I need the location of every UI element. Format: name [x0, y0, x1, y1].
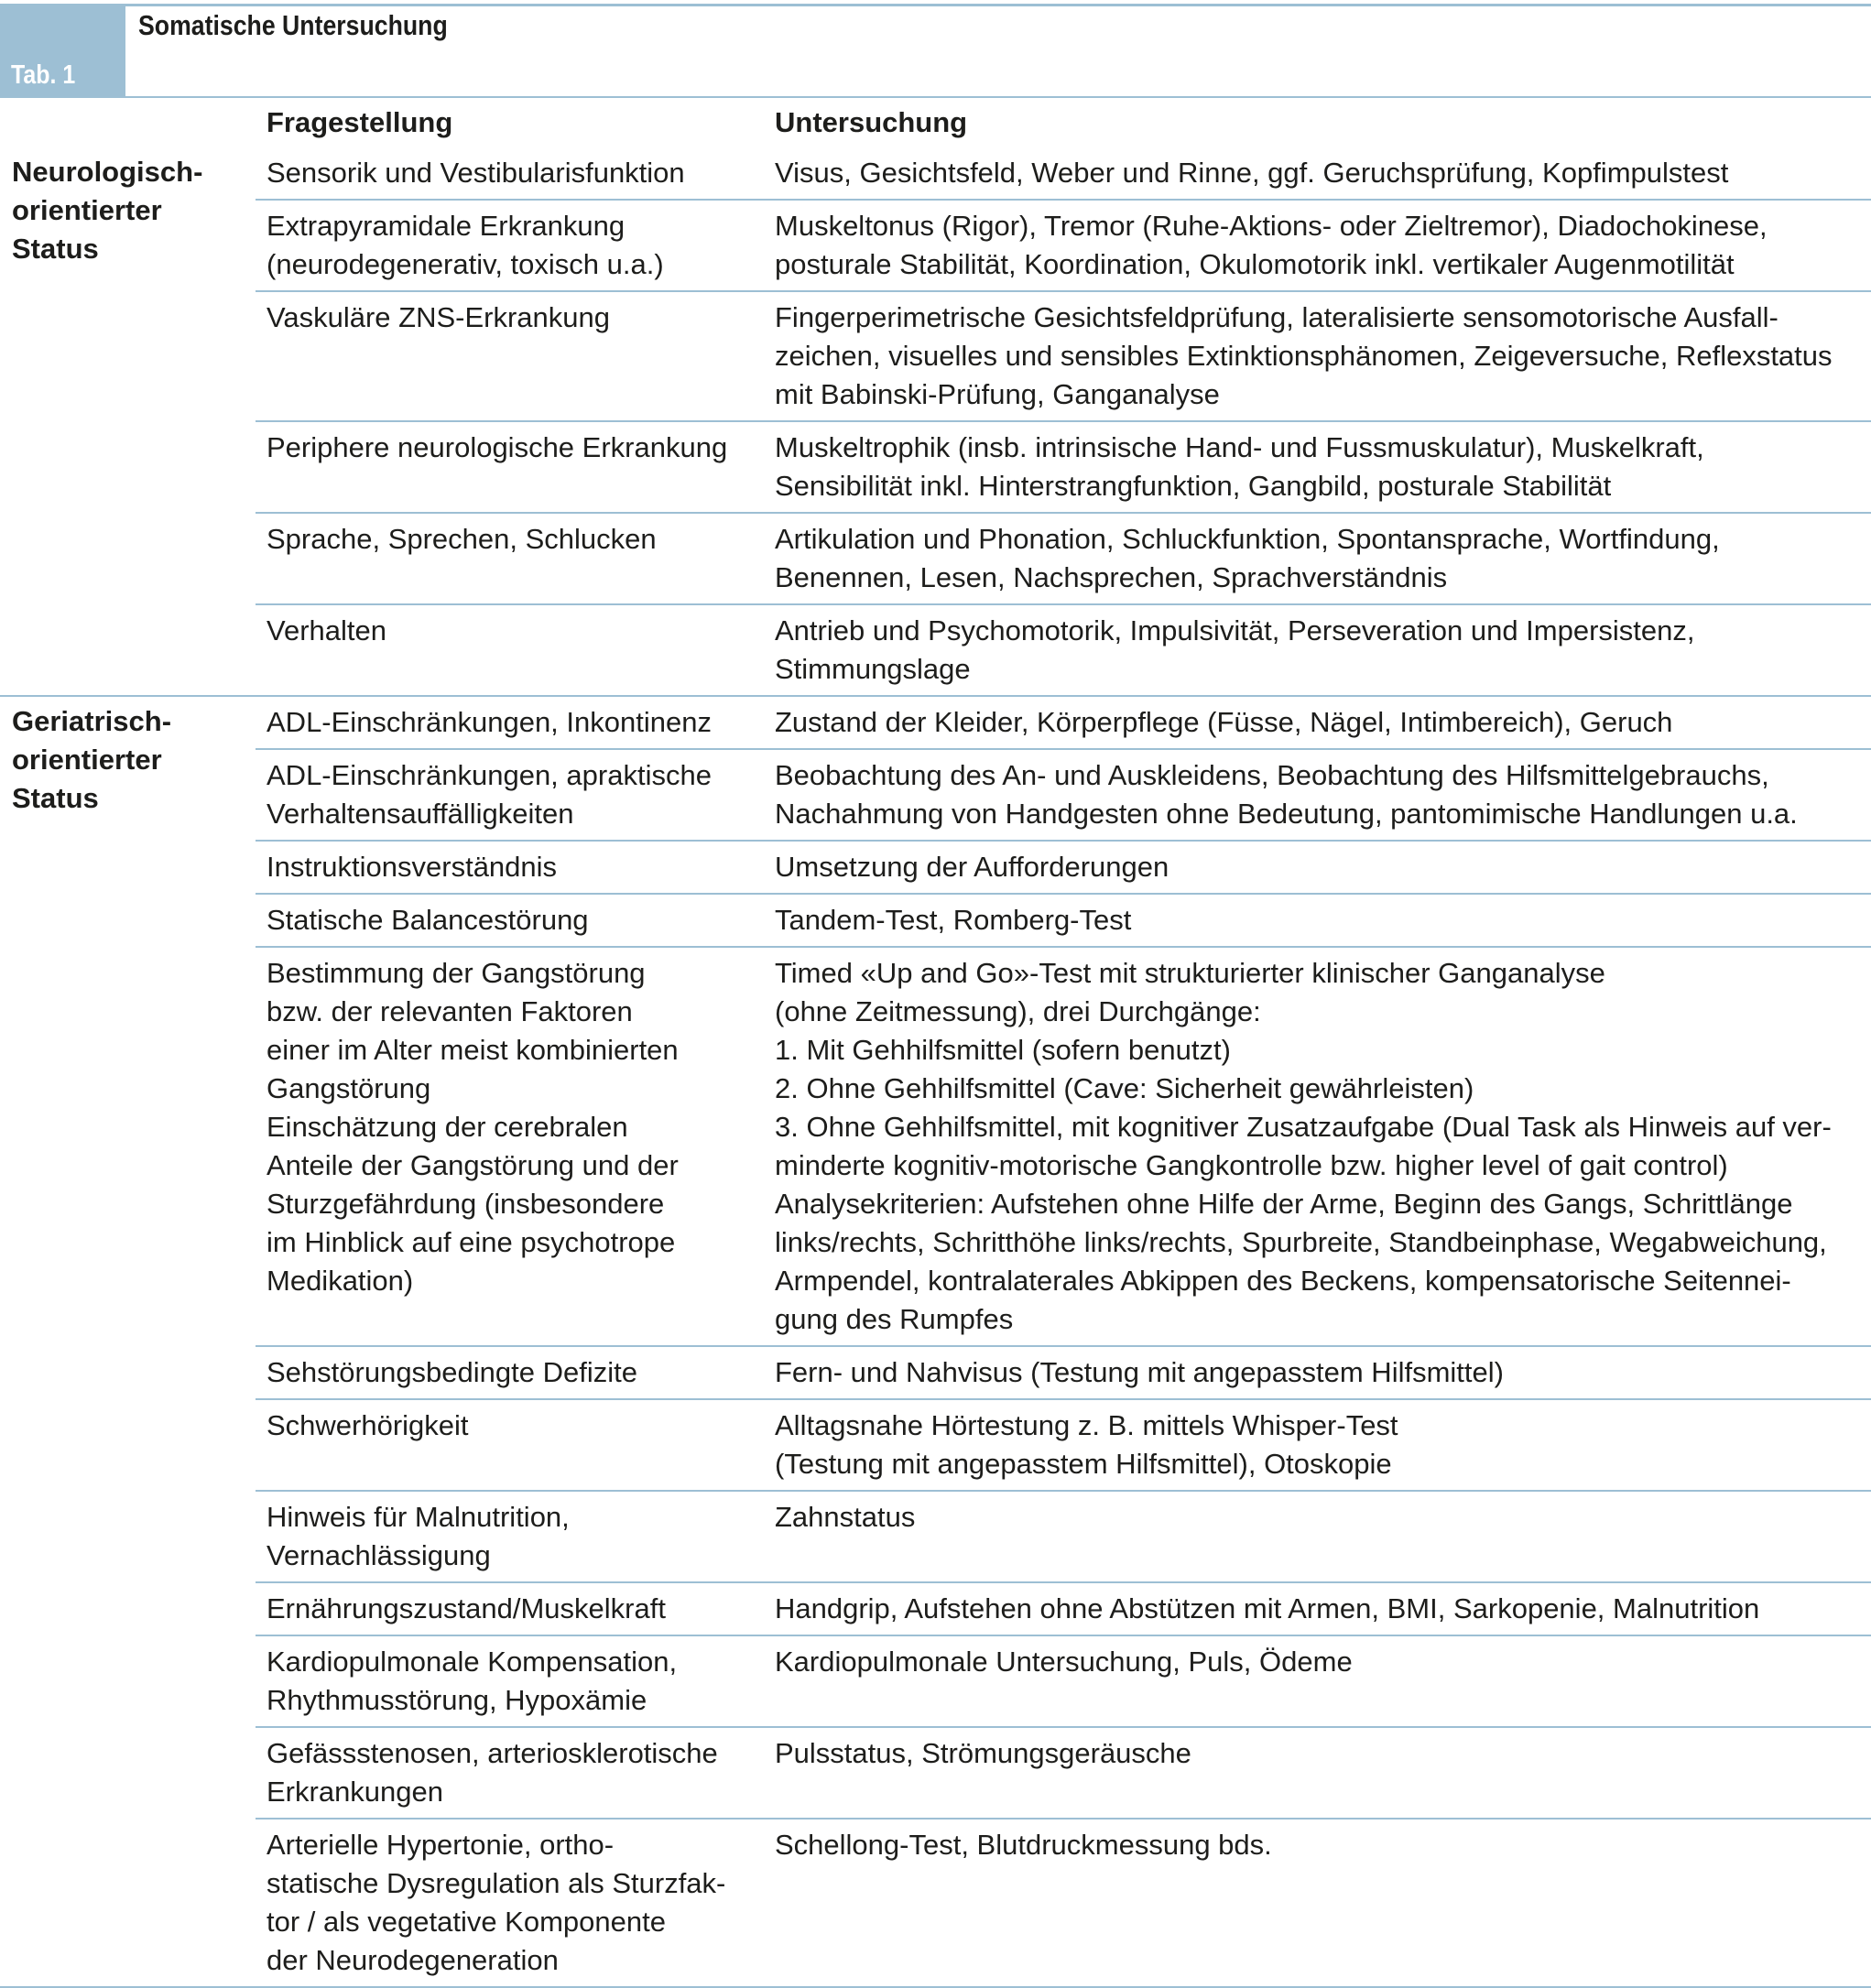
- question-cell: [256, 894, 764, 947]
- exam-cell: [764, 1582, 1871, 1635]
- question-cell: [256, 604, 764, 696]
- exam-text: Visus, Gesichtsfeld, Weber und Rinne, ggf. Geruchsprüfung, Kopfimpulstest: [775, 157, 1729, 189]
- examination-table: [0, 98, 1871, 1988]
- exam-text: Zustand der Kleider, Körperpflege (Füsse, Nägel, Intimbereich), Geruch: [775, 706, 1673, 738]
- table-row: [0, 1491, 1871, 1582]
- exam-cell: [764, 421, 1871, 513]
- question-text: ADL-Einschränkungen, Inkontinenz: [267, 706, 712, 738]
- table-row: [0, 604, 1871, 696]
- question-text: Sprache, Sprechen, Schlucken: [267, 523, 657, 555]
- table-row: [0, 841, 1871, 894]
- exam-text: Tandem-Test, Romberg-Test: [775, 904, 1132, 936]
- table-row: [0, 1399, 1871, 1491]
- top-accent-rule: [0, 4, 1871, 6]
- table-row: [0, 1727, 1871, 1819]
- question-cell: [256, 1727, 764, 1819]
- table-row: [0, 291, 1871, 421]
- table-row: [0, 1582, 1871, 1635]
- exam-cell: [764, 200, 1871, 291]
- exam-cell: [764, 1635, 1871, 1727]
- table-row: [0, 947, 1871, 1346]
- exam-cell: [764, 947, 1871, 1346]
- section-label: [0, 147, 256, 696]
- exam-text: Artikulation und Phonation, Schluckfunktion, Spontansprache, Wortfindung, Benennen, Lesen, Nachsprechen, Sprachverständnis: [775, 523, 1720, 593]
- question-cell: [256, 696, 764, 749]
- exam-cell: [764, 1727, 1871, 1819]
- question-text: ADL-Einschränkungen, apraktische Verhaltensauffälligkeiten: [267, 759, 712, 830]
- exam-text: Alltagsnahe Hörtestung z. B. mittels Whisper-Test (Testung mit angepasstem Hilfsmittel), Otoskopie: [775, 1409, 1398, 1480]
- question-cell: [256, 513, 764, 604]
- table-row: [0, 1819, 1871, 1987]
- exam-cell: [764, 696, 1871, 749]
- question-text: Statische Balancestörung: [267, 904, 589, 936]
- question-cell: [256, 947, 764, 1346]
- exam-cell: [764, 1346, 1871, 1399]
- exam-cell: [764, 1491, 1871, 1582]
- table-row: [0, 421, 1871, 513]
- exam-cell: [764, 147, 1871, 200]
- exam-text: Kardiopulmonale Untersuchung, Puls, Ödeme: [775, 1646, 1353, 1678]
- table-row: [0, 1635, 1871, 1727]
- question-cell: [256, 200, 764, 291]
- column-header-question: Fragestellung: [267, 106, 453, 138]
- question-text: Sensorik und Vestibularisfunktion: [267, 157, 685, 189]
- question-cell: [256, 1582, 764, 1635]
- section-label-text: Neurologisch- orientierter Status: [12, 156, 203, 265]
- exam-cell: [764, 604, 1871, 696]
- exam-text: Muskeltonus (Rigor), Tremor (Ruhe-Aktions- oder Zieltremor), Diadochokinese, posturale Stabilität, Koordination, Okulomotorik inkl. vertikaler Augenmotilität: [775, 210, 1768, 280]
- exam-text: Antrieb und Psychomotorik, Impulsivität, Perseveration und Impersistenz, Stimmungslage: [775, 614, 1695, 685]
- table-row: [0, 147, 1871, 200]
- exam-text: Umsetzung der Aufforderungen: [775, 851, 1169, 883]
- question-text: Hinweis für Malnutrition, Vernachlässigung: [267, 1501, 570, 1571]
- exam-cell: [764, 1399, 1871, 1491]
- table-body: [0, 147, 1871, 1987]
- exam-text: Fern- und Nahvisus (Testung mit angepasstem Hilfsmittel): [775, 1356, 1504, 1388]
- question-text: Schwerhörigkeit: [267, 1409, 469, 1441]
- question-cell: [256, 1819, 764, 1987]
- question-cell: [256, 1635, 764, 1727]
- table-row: [0, 200, 1871, 291]
- question-text: Periphere neurologische Erkrankung: [267, 431, 728, 463]
- question-text: Instruktionsverständnis: [267, 851, 558, 883]
- table-number-badge: [0, 4, 125, 96]
- exam-text: Beobachtung des An- und Auskleidens, Beobachtung des Hilfsmittelgebrauchs, Nachahmung von Handgesten ohne Bedeutung, pantomimische Handlungen u.a.: [775, 759, 1798, 830]
- table-row: [0, 513, 1871, 604]
- exam-cell: [764, 894, 1871, 947]
- question-cell: [256, 421, 764, 513]
- exam-cell: [764, 749, 1871, 841]
- question-cell: [256, 841, 764, 894]
- exam-text: Timed «Up and Go»-Test mit strukturierter klinischer Ganganalyse (ohne Zeitmessung), drei Durchgänge: 1. Mit Gehhilfsmittel (sofern benutzt) 2. Ohne Gehhilfsmittel (Cave: Sicherheit gewährleisten) 3. Ohne Gehhilfsmittel, mit kognitiver Zusatzaufgabe (Dual Task als Hinweis auf ver- minderte kognitiv-motorische Gangkontrolle bzw. higher level of gait control) Analysekriterien: Aufstehen ohne Hilfe der Arme, Beginn des Gangs, Schrittlänge links/rechts, Schritthöhe links/rechts, Spurbreite, Standbeinphase, Wegabweichung, Armpendel, kontralaterales Abkippen des Beckens, kompensatorische Seitennei- gung des Rumpfes: [775, 957, 1832, 1335]
- question-text: Arterielle Hypertonie, ortho- statische Dysregulation als Sturzfak- tor / als vegetative Komponente der Neurodegeneration: [267, 1829, 726, 1976]
- question-cell: [256, 291, 764, 421]
- question-text: Verhalten: [267, 614, 386, 646]
- section-column-header: [0, 98, 256, 147]
- table-title: Somatische Untersuchung: [138, 9, 448, 41]
- exam-text: Schellong-Test, Blutdruckmessung bds.: [775, 1829, 1272, 1861]
- question-text: Gefässstenosen, arteriosklerotische Erkrankungen: [267, 1737, 718, 1808]
- question-cell: [256, 1491, 764, 1582]
- question-text: Ernährungszustand/Muskelkraft: [267, 1592, 666, 1624]
- question-text: Sehstörungsbedingte Defizite: [267, 1356, 637, 1388]
- column-header-row: [0, 98, 1871, 147]
- exam-cell: [764, 1819, 1871, 1987]
- table-number: Tab. 1: [11, 60, 76, 90]
- table-row: [0, 894, 1871, 947]
- question-text: Extrapyramidale Erkrankung (neurodegenerativ, toxisch u.a.): [267, 210, 664, 280]
- question-text: Bestimmung der Gangstörung bzw. der relevanten Faktoren einer im Alter meist kombinierten Gangstörung Einschätzung der cerebralen Anteile der Gangstörung und der Sturzgefährdung (insbesondere im Hinblick auf eine psychotrope Medikation): [267, 957, 679, 1297]
- exam-text: Handgrip, Aufstehen ohne Abstützen mit Armen, BMI, Sarkopenie, Malnutrition: [775, 1592, 1760, 1624]
- table-row: [0, 1346, 1871, 1399]
- question-text: Kardiopulmonale Kompensation, Rhythmusstörung, Hypoxämie: [267, 1646, 678, 1716]
- exam-text: Zahnstatus: [775, 1501, 916, 1533]
- exam-text: Muskeltrophik (insb. intrinsische Hand- und Fussmuskulatur), Muskelkraft, Sensibilität inkl. Hinterstrangfunktion, Gangbild, posturale Stabilität: [775, 431, 1704, 502]
- column-header-exam: Untersuchung: [775, 106, 968, 138]
- section-label: [0, 696, 256, 1987]
- exam-cell: [764, 513, 1871, 604]
- question-cell: [256, 1346, 764, 1399]
- question-text: Vaskuläre ZNS-Erkrankung: [267, 301, 611, 333]
- question-cell: [256, 147, 764, 200]
- table-row: [0, 696, 1871, 749]
- question-cell: [256, 749, 764, 841]
- exam-cell: [764, 841, 1871, 894]
- section-label-text: Geriatrisch- orientierter Status: [12, 705, 172, 814]
- question-cell: [256, 1399, 764, 1491]
- table-row: [0, 749, 1871, 841]
- exam-cell: [764, 291, 1871, 421]
- exam-text: Fingerperimetrische Gesichtsfeldprüfung, lateralisierte sensomotorische Ausfall- zeichen, visuelles und sensibles Extinktionsphänomen, Zeigeversuche, Reflexstatus mit Babinski-Prüfung, Ganganalyse: [775, 301, 1833, 410]
- exam-text: Pulsstatus, Strömungsgeräusche: [775, 1737, 1191, 1769]
